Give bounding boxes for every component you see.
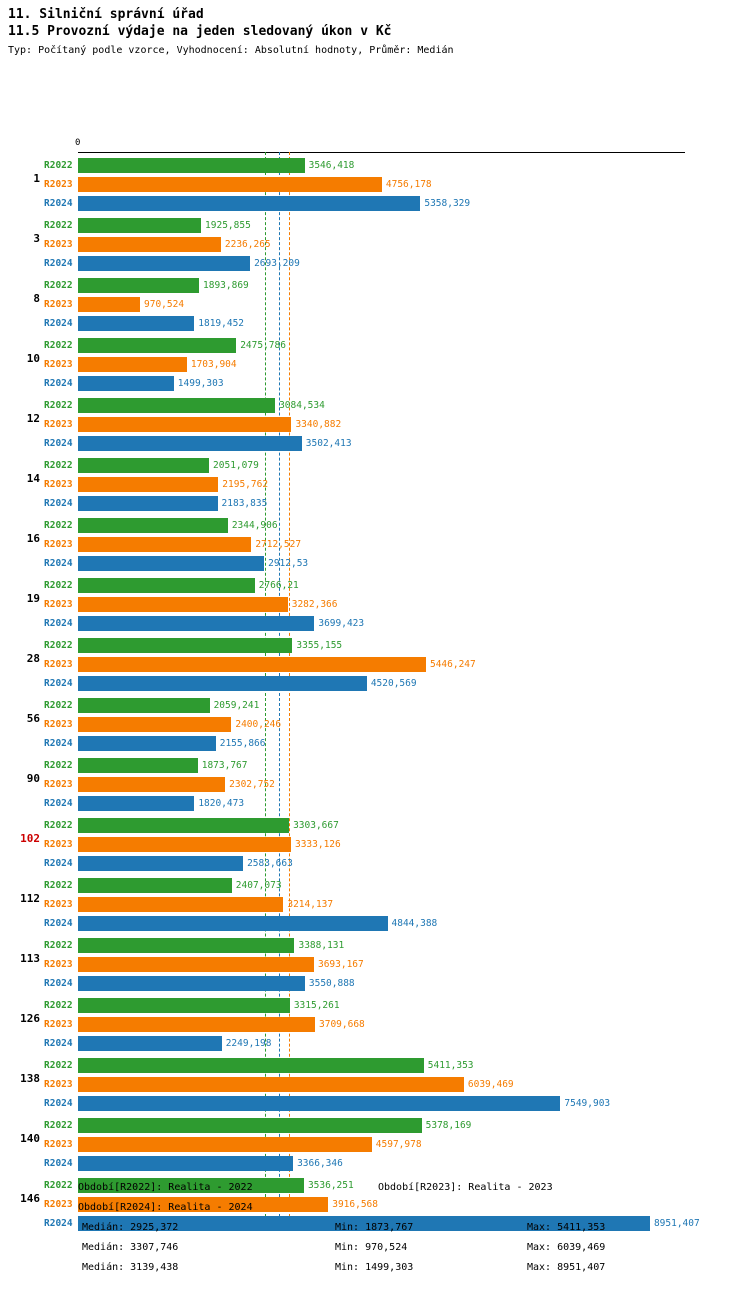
group-label: 138: [20, 1072, 40, 1085]
bar-value-label: 6039,469: [467, 1079, 514, 1090]
bar-value-label: 2912,53: [268, 558, 309, 569]
bar-row: [0, 396, 750, 415]
series-label: R2022: [44, 940, 73, 951]
series-label: R2022: [44, 1060, 73, 1071]
stat-max-r2022: Max: 5411,353: [527, 1222, 606, 1233]
series-label: R2024: [44, 438, 73, 449]
series-label: R2022: [44, 760, 73, 771]
series-label: R2023: [44, 299, 73, 310]
bar-value-label: 1820,473: [198, 798, 245, 809]
bar[interactable]: [78, 717, 231, 732]
bar-group: [0, 996, 750, 1056]
bar-row: [0, 816, 750, 835]
bar-value-label: 3550,888: [308, 978, 355, 989]
bar[interactable]: [78, 916, 388, 931]
series-label: R2023: [44, 899, 73, 910]
bar-row: [0, 854, 750, 873]
bar-value-label: 4844,388: [391, 918, 438, 929]
page-title: 11. Silniční správní úřad: [8, 7, 204, 22]
bar[interactable]: [78, 376, 174, 391]
bar-row: [0, 1056, 750, 1075]
bar-row: [0, 456, 750, 475]
group-label: 140: [20, 1132, 40, 1145]
bar-group: [0, 1116, 750, 1176]
bar[interactable]: [78, 998, 290, 1013]
series-label: R2023: [44, 839, 73, 850]
series-label: R2023: [44, 779, 73, 790]
bar-group: [0, 576, 750, 636]
group-label: 12: [26, 412, 40, 425]
bar-group: [0, 816, 750, 876]
group-label: 102: [20, 832, 40, 845]
series-label: R2022: [44, 820, 73, 831]
series-label: R2024: [44, 858, 73, 869]
bar-group: [0, 336, 750, 396]
bar-row: [0, 936, 750, 955]
bar-row: [0, 194, 750, 213]
bar-row: [0, 156, 750, 175]
bar[interactable]: [78, 496, 218, 511]
series-label: R2023: [44, 1199, 73, 1210]
bar[interactable]: [78, 856, 243, 871]
group-label: 19: [26, 592, 40, 605]
series-label: R2023: [44, 659, 73, 670]
bar-group: [0, 936, 750, 996]
chart-header: [0, 0, 750, 58]
bar[interactable]: [78, 976, 305, 991]
series-label: R2022: [44, 700, 73, 711]
bar[interactable]: [78, 477, 218, 492]
series-label: R2024: [44, 198, 73, 209]
bar-row: [0, 494, 750, 513]
bar[interactable]: [78, 237, 221, 252]
bar-value-label: 5446,247: [429, 659, 476, 670]
bar[interactable]: [78, 837, 291, 852]
series-label: R2022: [44, 580, 73, 591]
group-label: 113: [20, 952, 40, 965]
group-label: 146: [20, 1192, 40, 1205]
bar-value-label: 2302,752: [229, 779, 275, 790]
bar-row: [0, 576, 750, 595]
bar-value-label: 3355,155: [296, 640, 343, 651]
bar[interactable]: [78, 597, 288, 612]
bar-value-label: 2400,246: [235, 719, 282, 730]
bar-row: [0, 336, 750, 355]
bar-value-label: 1925,855: [205, 220, 251, 231]
bar[interactable]: [78, 518, 228, 533]
bar[interactable]: [78, 196, 420, 211]
series-label: R2024: [44, 378, 73, 389]
bar[interactable]: [78, 218, 201, 233]
series-label: R2024: [44, 678, 73, 689]
bar-row: [0, 295, 750, 314]
bar[interactable]: [78, 297, 140, 312]
series-label: R2024: [44, 258, 73, 269]
bar-row: [0, 415, 750, 434]
series-label: R2023: [44, 1139, 73, 1150]
bar-value-label: 4520,569: [370, 678, 417, 689]
series-label: R2024: [44, 618, 73, 629]
series-label: R2023: [44, 239, 73, 250]
bar-value-label: 3084,534: [279, 400, 325, 411]
series-label: R2023: [44, 539, 73, 550]
bar-row: [0, 216, 750, 235]
bar-value-label: 1819,452: [198, 318, 245, 329]
chart-subtitle: Typ: Počítaný podle vzorce, Vyhodnocení: Absolutní hodnoty, Průměr: Medián: [8, 45, 454, 56]
series-label: R2022: [44, 1000, 73, 1011]
chart-title: 11.5 Provozní výdaje na jeden sledovaný úkon v Kč: [8, 24, 392, 39]
bar[interactable]: [78, 616, 314, 631]
bar[interactable]: [78, 398, 275, 413]
bar-group: [0, 696, 750, 756]
bar-value-label: 2249,198: [225, 1038, 272, 1049]
series-label: R2023: [44, 599, 73, 610]
bar-group: [0, 516, 750, 576]
group-label: 90: [26, 772, 40, 785]
bar-value-label: 7549,903: [564, 1098, 611, 1109]
series-label: R2022: [44, 460, 73, 471]
series-label: R2023: [44, 719, 73, 730]
chart-legend: [0, 1182, 750, 1282]
bar-value-label: 5358,329: [424, 198, 471, 209]
bar[interactable]: [78, 1017, 315, 1032]
bar-value-label: 2693,209: [254, 258, 300, 269]
bar-value-label: 3709,668: [319, 1019, 365, 1030]
bar-row: [0, 314, 750, 333]
group-label: 112: [20, 892, 40, 905]
bar-value-label: 1499,303: [177, 378, 224, 389]
series-label: R2022: [44, 1180, 73, 1191]
bar-group: [0, 396, 750, 456]
series-label: R2022: [44, 1120, 73, 1131]
bar[interactable]: [78, 1137, 372, 1152]
bar-value-label: 2344,906: [231, 520, 278, 531]
bar-row: [0, 254, 750, 273]
group-label: 14: [26, 472, 40, 485]
bar-value-label: 3388,131: [298, 940, 345, 951]
bar[interactable]: [78, 578, 255, 593]
bar-value-label: 2583,663: [247, 858, 293, 869]
bar-group: [0, 1056, 750, 1116]
series-label: R2024: [44, 738, 73, 749]
bar-value-label: 5378,169: [425, 1120, 472, 1131]
bar-group: [0, 276, 750, 336]
series-label: R2023: [44, 959, 73, 970]
bar-value-label: 2195,762: [222, 479, 269, 490]
group-label: 1: [33, 172, 40, 185]
series-label: R2022: [44, 280, 73, 291]
group-label: 56: [26, 712, 40, 725]
group-label: 3: [33, 232, 40, 245]
bar-row: [0, 914, 750, 933]
stats-row-r2023: [0, 1242, 750, 1262]
bar-group: [0, 636, 750, 696]
bar[interactable]: [78, 278, 199, 293]
legend-row: [0, 1202, 750, 1222]
bar[interactable]: [78, 676, 367, 691]
bar-row: [0, 1135, 750, 1154]
bar[interactable]: [78, 436, 302, 451]
bar-row: [0, 535, 750, 554]
bar[interactable]: [78, 316, 194, 331]
series-label: R2022: [44, 340, 73, 351]
series-label: R2024: [44, 798, 73, 809]
bar-value-label: 1893,869: [203, 280, 249, 291]
group-label: 8: [33, 292, 40, 305]
bar-row: [0, 715, 750, 734]
bar[interactable]: [78, 1118, 422, 1133]
legend-item-r2023: Období[R2023]: Realita - 2023: [378, 1182, 553, 1193]
bar-value-label: 1703,904: [190, 359, 237, 370]
bar-value-label: 2155,866: [219, 738, 266, 749]
bar[interactable]: [78, 1058, 424, 1073]
bar-group: [0, 756, 750, 816]
series-label: R2022: [44, 640, 73, 651]
series-label: R2024: [44, 498, 73, 509]
bar[interactable]: [78, 878, 232, 893]
legend-item-r2022: Období[R2022]: Realita - 2022: [78, 1182, 253, 1193]
bar[interactable]: [78, 758, 198, 773]
bar-row: [0, 355, 750, 374]
bar-value-label: 970,524: [144, 299, 185, 310]
bar-value-label: 3303,667: [293, 820, 339, 831]
bar-row: [0, 554, 750, 573]
bar-row: [0, 595, 750, 614]
series-label: R2024: [44, 1098, 73, 1109]
bar-value-label: 3282,366: [291, 599, 338, 610]
bar-row: [0, 895, 750, 914]
bar-value-label: 3333,126: [294, 839, 341, 850]
bar-row: [0, 794, 750, 813]
bar[interactable]: [78, 158, 305, 173]
bar-value-label: 5411,353: [427, 1060, 474, 1071]
group-label: 28: [26, 652, 40, 665]
bar[interactable]: [78, 417, 291, 432]
bar-row: [0, 235, 750, 254]
bar[interactable]: [78, 777, 225, 792]
bar-row: [0, 1015, 750, 1034]
bar[interactable]: [78, 458, 209, 473]
bar-row: [0, 175, 750, 194]
bar[interactable]: [78, 1156, 293, 1171]
bar-row: [0, 1075, 750, 1094]
bar-value-label: 3916,568: [332, 1199, 378, 1210]
bar-row: [0, 1034, 750, 1053]
legend-row: [0, 1182, 750, 1202]
bar[interactable]: [78, 897, 283, 912]
bar-row: [0, 996, 750, 1015]
bar[interactable]: [78, 638, 292, 653]
bar-row: [0, 756, 750, 775]
bar-group: [0, 876, 750, 936]
bar-value-label: 2475,786: [240, 340, 286, 351]
bar-row: [0, 276, 750, 295]
stat-median-r2022: Medián: 2925,372: [82, 1222, 179, 1233]
series-label: R2023: [44, 359, 73, 370]
group-label: 16: [26, 532, 40, 545]
bar-value-label: 3536,251: [307, 1180, 354, 1191]
series-label: R2023: [44, 479, 73, 490]
bar[interactable]: [78, 338, 236, 353]
bar-row: [0, 614, 750, 633]
stat-max-r2024: Max: 8951,407: [527, 1262, 606, 1273]
stat-min-r2023: Min: 970,524: [335, 1242, 408, 1253]
bar-row: [0, 434, 750, 453]
bar-value-label: 2051,079: [213, 460, 259, 471]
bar-row: [0, 374, 750, 393]
bar-row: [0, 475, 750, 494]
bar-value-label: 2059,241: [213, 700, 260, 711]
bar-value-label: 3214,137: [287, 899, 334, 910]
bar[interactable]: [78, 1096, 560, 1111]
stat-median-r2023: Medián: 3307,746: [82, 1242, 179, 1253]
series-label: R2022: [44, 220, 73, 231]
bar-row: [0, 655, 750, 674]
bar[interactable]: [78, 256, 250, 271]
bar-row: [0, 696, 750, 715]
bar-row: [0, 636, 750, 655]
bar-value-label: 1873,767: [201, 760, 248, 771]
bar-row: [0, 1094, 750, 1113]
bar[interactable]: [78, 796, 194, 811]
bar[interactable]: [78, 818, 289, 833]
series-label: R2024: [44, 918, 73, 929]
group-label: 126: [20, 1012, 40, 1025]
bar-row: [0, 835, 750, 854]
bar-value-label: 2712,527: [255, 539, 302, 550]
series-label: R2022: [44, 520, 73, 531]
axis-zero-label: 0: [75, 138, 81, 148]
bar-row: [0, 1116, 750, 1135]
bar[interactable]: [78, 177, 382, 192]
bar-value-label: 8951,407: [653, 1218, 700, 1229]
stat-median-r2024: Medián: 3139,438: [82, 1262, 179, 1273]
x-axis-line: [78, 152, 685, 153]
bar-row: [0, 1154, 750, 1173]
bar-value-label: 2407,073: [235, 880, 282, 891]
stat-min-r2022: Min: 1873,767: [335, 1222, 414, 1233]
bar-value-label: 3366,346: [297, 1158, 343, 1169]
bar[interactable]: [78, 736, 216, 751]
bar-row: [0, 955, 750, 974]
legend-item-r2024: Období[R2024]: Realita - 2024: [78, 1202, 253, 1213]
series-label: R2024: [44, 1218, 73, 1229]
bar-row: [0, 674, 750, 693]
bar-value-label: 4597,978: [375, 1139, 422, 1150]
bar-row: [0, 775, 750, 794]
bar[interactable]: [78, 556, 264, 571]
bar[interactable]: [78, 357, 187, 372]
stat-max-r2023: Max: 6039,469: [527, 1242, 606, 1253]
group-label: 10: [26, 352, 40, 365]
series-label: R2024: [44, 1158, 73, 1169]
bar-row: [0, 734, 750, 753]
bar[interactable]: [78, 1036, 222, 1051]
bar-value-label: 2183,835: [221, 498, 268, 509]
bar[interactable]: [78, 938, 294, 953]
series-label: R2023: [44, 1079, 73, 1090]
bar-group: [0, 456, 750, 516]
series-label: R2022: [44, 160, 73, 171]
bar-group: [0, 156, 750, 216]
series-label: R2023: [44, 419, 73, 430]
stats-row-r2022: [0, 1222, 750, 1242]
stat-min-r2024: Min: 1499,303: [335, 1262, 414, 1273]
bar[interactable]: [78, 698, 210, 713]
stats-row-r2024: [0, 1262, 750, 1282]
bar-value-label: 4756,178: [385, 179, 432, 190]
bar-row: [0, 516, 750, 535]
series-label: R2024: [44, 318, 73, 329]
series-label: R2023: [44, 179, 73, 190]
series-label: R2023: [44, 1019, 73, 1030]
bar-value-label: 3693,167: [317, 959, 364, 970]
bar[interactable]: [78, 657, 426, 672]
series-label: R2024: [44, 978, 73, 989]
series-label: R2022: [44, 880, 73, 891]
bar-value-label: 3502,413: [305, 438, 352, 449]
series-label: R2022: [44, 400, 73, 411]
bar-group: [0, 216, 750, 276]
bar[interactable]: [78, 1077, 464, 1092]
bar[interactable]: [78, 957, 314, 972]
series-label: R2024: [44, 558, 73, 569]
series-label: R2024: [44, 1038, 73, 1049]
bar-value-label: 3340,882: [295, 419, 342, 430]
bar-value-label: 3699,423: [318, 618, 365, 629]
bar-value-label: 3315,261: [293, 1000, 340, 1011]
bar-value-label: 3546,418: [308, 160, 355, 171]
bar-row: [0, 876, 750, 895]
bar-value-label: 2766,21: [258, 580, 299, 591]
bar[interactable]: [78, 537, 251, 552]
bar-value-label: 2236,265: [224, 239, 271, 250]
bar-row: [0, 974, 750, 993]
